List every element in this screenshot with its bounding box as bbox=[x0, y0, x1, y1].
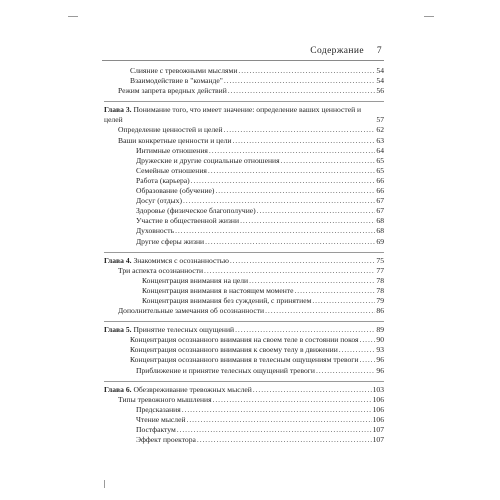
toc-page-number: 103 bbox=[372, 384, 384, 394]
toc-entry-title: Постфактум bbox=[136, 425, 176, 434]
dot-leader bbox=[183, 196, 375, 206]
toc-entry-title: Взаимодействие в "команде" bbox=[130, 76, 223, 86]
toc-entry bbox=[104, 146, 384, 156]
dot-leader bbox=[294, 286, 375, 296]
toc-entry bbox=[104, 176, 384, 186]
toc-entry-title: Дополнительные замечания об осознанности bbox=[118, 306, 265, 316]
toc-page-number: 96 bbox=[376, 365, 384, 375]
toc-entry bbox=[104, 266, 384, 276]
toc-page-number: 89 bbox=[376, 325, 384, 335]
chapter-label: Глава 3. bbox=[104, 105, 132, 115]
toc-page-number: 64 bbox=[376, 145, 384, 155]
dot-leader bbox=[224, 125, 376, 135]
toc-page-number: 65 bbox=[376, 165, 384, 175]
toc-entry-title: Концентрация осознанного внимания на своем теле в состоянии покоя bbox=[130, 335, 359, 345]
toc-entry bbox=[104, 366, 384, 376]
dot-leader bbox=[235, 325, 375, 335]
toc-page-number: 106 bbox=[372, 394, 384, 404]
dot-leader bbox=[224, 76, 376, 86]
dot-leader bbox=[204, 266, 375, 276]
chapter-label: Глава 5. bbox=[104, 325, 132, 335]
dot-leader bbox=[359, 355, 375, 365]
toc-entry-title: Режим запрета вредных действий bbox=[118, 86, 227, 96]
dot-leader bbox=[312, 296, 375, 306]
toc-entry bbox=[104, 306, 384, 316]
toc-entry bbox=[104, 136, 384, 146]
toc-entry bbox=[104, 237, 384, 247]
chapter-label: Глава 6. bbox=[104, 384, 132, 394]
toc-entry-title: Семейные отношения bbox=[136, 165, 207, 175]
toc-entry bbox=[104, 335, 384, 345]
crop-mark-top-right bbox=[424, 16, 434, 17]
toc-entry-title: Другие сферы жизни bbox=[136, 236, 205, 246]
toc-page-number: 96 bbox=[376, 355, 384, 365]
toc-page-number: 78 bbox=[376, 275, 384, 285]
toc-entry-title: Чтение мыслей bbox=[136, 414, 186, 424]
toc-entry-title: Участие в общественной жизни bbox=[136, 216, 240, 226]
dot-leader bbox=[177, 425, 372, 435]
dot-leader bbox=[228, 86, 376, 96]
toc-entry bbox=[104, 186, 384, 196]
toc-page-number: 67 bbox=[376, 206, 384, 216]
toc-entry-title: Образование (обучение) bbox=[136, 186, 215, 196]
dot-leader bbox=[208, 166, 375, 176]
toc-entry bbox=[104, 226, 384, 236]
toc-entry bbox=[104, 415, 384, 425]
dot-leader bbox=[175, 226, 375, 236]
toc-entry-title: Работа (карьера) bbox=[136, 175, 190, 185]
toc-page-number: 62 bbox=[376, 125, 384, 135]
toc-chapter-entry bbox=[104, 101, 384, 125]
toc-page-number: 90 bbox=[376, 335, 384, 345]
toc-chapter-entry bbox=[104, 321, 384, 335]
toc-entry-title: Здоровье (физическое благополучие) bbox=[136, 206, 256, 216]
toc-entry-title: Три аспекта осознанности bbox=[118, 265, 204, 275]
toc-entry bbox=[104, 156, 384, 166]
dot-leader bbox=[232, 136, 375, 146]
toc-entry bbox=[104, 355, 384, 365]
toc-page-number: 106 bbox=[372, 414, 384, 424]
toc-chapter-entry bbox=[104, 252, 384, 266]
page-number: 7 bbox=[376, 46, 382, 56]
toc-page-number: 68 bbox=[376, 226, 384, 236]
toc-page-number: 65 bbox=[376, 155, 384, 165]
chapter-label: Глава 4. bbox=[104, 255, 132, 265]
toc-page-number: 66 bbox=[376, 186, 384, 196]
toc-entry-title: Духовность bbox=[136, 226, 175, 236]
toc-entry-title: Досуг (отдых) bbox=[136, 196, 182, 206]
running-header bbox=[102, 46, 384, 61]
toc-page-number: 57 bbox=[376, 115, 384, 125]
toc-entry bbox=[104, 276, 384, 286]
toc-entry bbox=[104, 296, 384, 306]
toc-chapter-entry bbox=[104, 381, 384, 395]
toc-entry-title: Обезвреживание тревожных мыслей bbox=[133, 384, 252, 394]
toc-entry bbox=[104, 196, 384, 206]
toc-entry-title: Концентрация внимания на цели bbox=[142, 275, 249, 285]
toc-entry bbox=[104, 345, 384, 355]
toc-entry-title: Типы тревожного мышления bbox=[118, 394, 212, 404]
toc-entry bbox=[104, 425, 384, 435]
toc-page-number: 67 bbox=[376, 196, 384, 206]
crop-mark-top-left bbox=[68, 16, 78, 17]
dot-leader bbox=[253, 385, 372, 395]
dot-leader bbox=[205, 237, 375, 247]
toc-page-number: 54 bbox=[376, 66, 384, 75]
dot-leader bbox=[187, 415, 372, 425]
toc-entry-title: Дружеские и другие социальные отношения bbox=[136, 155, 280, 165]
header-title: Содержание bbox=[310, 46, 364, 56]
toc-entry-title: Ваши конкретные ценности и цели bbox=[118, 135, 232, 145]
toc-entry-title: Знакомимся с осознанностью bbox=[133, 255, 229, 265]
toc-entry bbox=[104, 286, 384, 296]
dot-leader bbox=[197, 435, 372, 445]
toc-entry bbox=[104, 206, 384, 216]
dot-leader bbox=[360, 335, 376, 345]
dot-leader bbox=[182, 405, 372, 415]
dot-leader bbox=[230, 256, 376, 266]
dot-leader bbox=[281, 156, 376, 166]
toc-entry-title: Эффект проектора bbox=[136, 435, 196, 445]
toc-page-number: 68 bbox=[376, 216, 384, 226]
toc-entry-title: Концентрация осознанного внимания в телесным ощущениям тревоги bbox=[130, 355, 359, 365]
dot-leader bbox=[213, 395, 372, 405]
toc-page-number: 69 bbox=[376, 236, 384, 246]
crop-mark-bottom-left bbox=[104, 480, 105, 488]
toc-page-number: 75 bbox=[376, 255, 384, 265]
toc-page-number: 77 bbox=[376, 265, 384, 275]
toc-page-number: 78 bbox=[376, 285, 384, 295]
toc-page-number: 63 bbox=[376, 135, 384, 145]
toc-page-number: 66 bbox=[376, 175, 384, 185]
toc-page-number: 56 bbox=[376, 86, 384, 96]
dot-leader bbox=[209, 146, 376, 156]
toc-entry-title: Приближение и принятие телесных ощущений тревоги bbox=[136, 365, 315, 375]
dot-leader bbox=[238, 66, 375, 76]
toc-page-number: 107 bbox=[372, 425, 384, 434]
toc-page-number: 86 bbox=[376, 306, 384, 316]
toc-entry-title: Принятие телесных ощущений bbox=[133, 325, 235, 335]
dot-leader bbox=[240, 216, 375, 226]
toc-entry-title: Интимные отношения bbox=[136, 145, 208, 155]
table-of-contents bbox=[104, 66, 384, 445]
dot-leader bbox=[265, 306, 375, 316]
toc-entry bbox=[104, 125, 384, 135]
toc-entry bbox=[104, 395, 384, 405]
toc-entry bbox=[104, 76, 384, 86]
dot-leader bbox=[339, 345, 376, 355]
toc-page-number: 106 bbox=[372, 404, 384, 414]
dot-leader bbox=[316, 366, 375, 376]
dot-leader bbox=[191, 176, 376, 186]
toc-entry-title: Концентрация внимания без суждений, с принятием bbox=[142, 295, 312, 305]
toc-entry-title: Слияние с тревожными мыслями bbox=[130, 66, 238, 75]
dot-leader bbox=[249, 276, 375, 286]
toc-entry bbox=[104, 435, 384, 445]
toc-entry-title: Определение ценностей и целей bbox=[118, 125, 223, 135]
toc-page-number: 79 bbox=[376, 295, 384, 305]
dot-leader bbox=[215, 186, 375, 196]
toc-entry bbox=[104, 66, 384, 76]
toc-entry bbox=[104, 166, 384, 176]
toc-entry-title: Предсказания bbox=[136, 404, 181, 414]
toc-page-number: 93 bbox=[376, 345, 384, 355]
toc-entry-title: Концентрация внимания в настоящем моменте bbox=[142, 285, 294, 295]
toc-entry bbox=[104, 86, 384, 96]
dot-leader bbox=[257, 206, 376, 216]
toc-page-number: 107 bbox=[372, 435, 384, 445]
toc-entry bbox=[104, 405, 384, 415]
toc-entry-title: Понимание того, что имеет значение: определение ваших ценностей и целей bbox=[104, 105, 362, 125]
toc-page-number: 54 bbox=[376, 76, 384, 86]
toc-entry-title: Концентрация осознанного внимания к своему телу в движении bbox=[130, 345, 338, 355]
toc-entry bbox=[104, 216, 384, 226]
